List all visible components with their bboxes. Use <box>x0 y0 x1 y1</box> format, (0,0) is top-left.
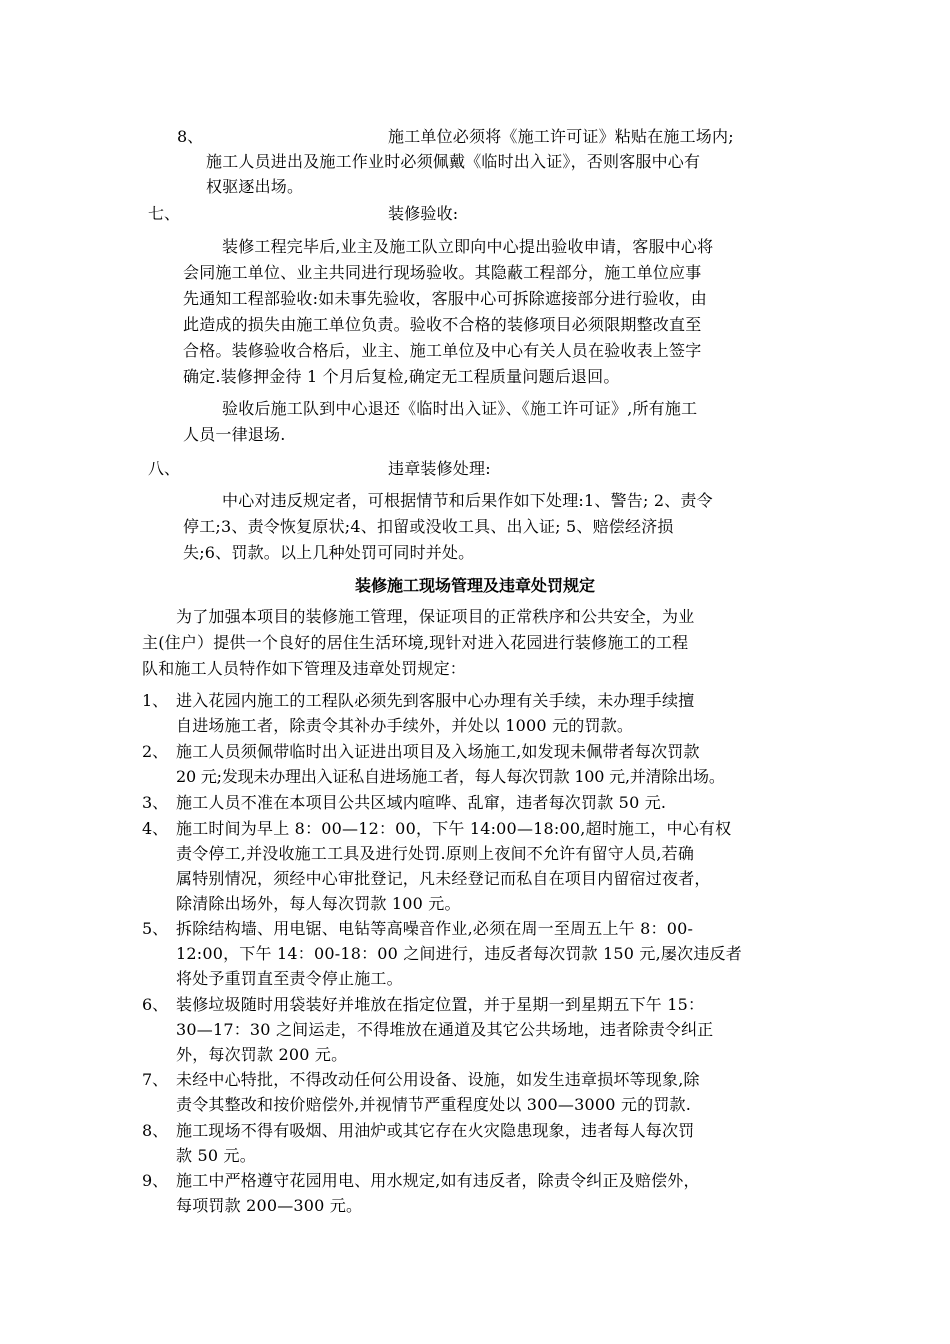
item-number: 9、 <box>142 1171 169 1190</box>
text-line: 会同施工单位、业主共同进行现场验收。其隐蔽工程部分，施工单位应事 <box>183 263 702 282</box>
item-number: 8、 <box>142 1121 169 1140</box>
text-line: 装修垃圾随时用袋装好并堆放在指定位置，并于星期一到星期五下午 15： <box>176 995 705 1014</box>
text-line: 进入花园内施工的工程队必须先到客服中心办理有关手续，未办理手续擅 <box>176 691 695 710</box>
text-line: 装修工程完毕后,业主及施工队立即向中心提出验收申请，客服中心将 <box>222 237 714 256</box>
text-line: 验收后施工队到中心退还《临时出入证》、《施工许可证》,所有施工 <box>222 399 698 418</box>
text-line: 先通知工程部验收:如未事先验收，客服中心可拆除遮接部分进行验收，由 <box>183 289 707 308</box>
text-line: 停工;3、责令恢复原状;4、扣留或没收工具、出入证; 5、赔偿经济损 <box>183 517 674 536</box>
text-line: 12:00，下午 14：00-18：00 之间进行，违反者每次罚款 150 元,屡次违反者 <box>176 944 742 963</box>
text-line: 施工时间为早上 8：00—12：00，下午 14:00—18:00,超时施工，中心有权 <box>176 819 732 838</box>
text-line: 外，每次罚款 200 元。 <box>176 1045 348 1064</box>
document-title: 装修施工现场管理及违章处罚规定 <box>354 576 595 595</box>
text-line: 30—17：30 之间运走，不得堆放在通道及其它公共场地，违者除责令纠正 <box>176 1020 714 1039</box>
text-line: 施工人员进出及施工作业时必须佩戴《临时出入证》，否则客服中心有 <box>206 152 701 171</box>
text-line: 失;6、罚款。以上几种处罚可同时并处。 <box>183 543 475 562</box>
text-line: 属特别情况，须经中心审批登记，凡未经登记而私自在项目内留宿过夜者， <box>176 869 711 888</box>
text-line: 施工中严格遵守花园用电、用水规定,如有违反者，除责令纠正及赔偿外， <box>176 1171 700 1190</box>
item-number: 7、 <box>142 1070 169 1089</box>
text-line: 队和施工人员特作如下管理及违章处罚规定： <box>142 659 467 678</box>
text-line: 施工现场不得有吸烟、用油炉或其它存在火灾隐患现象，违者每人每次罚 <box>176 1121 695 1140</box>
text-line: 权驱逐出场。 <box>206 177 304 196</box>
text-line: 20 元;发现未办理出入证私自进场施工者，每人每次罚款 100 元,并清除出场。 <box>176 767 725 786</box>
text-line: 自进场施工者，除责令其补办手续外，并处以 1000 元的罚款。 <box>176 716 634 735</box>
text-line: 责令停工,并没收施工工具及进行处罚.原则上夜间不允许有留守人员,若确 <box>176 844 695 863</box>
text-line: 人员一律退场. <box>183 425 286 444</box>
text-line: 除清除出场外，每人每次罚款 100 元。 <box>176 894 461 913</box>
text-line: 拆除结构墙、用电锯、电钻等高噪音作业,必须在周一至周五上午 8：00- <box>176 919 694 938</box>
item-number: 8、 <box>177 127 204 146</box>
text-line: 合格。装修验收合格后，业主、施工单位及中心有关人员在验收表上签字 <box>183 341 702 360</box>
item-number: 3、 <box>142 793 169 812</box>
item-number: 6、 <box>142 995 169 1014</box>
text-line: 施工人员不准在本项目公共区域内喧哗、乱窜，违者每次罚款 50 元. <box>176 793 667 812</box>
text-line: 确定.装修押金待 1 个月后复检,确定无工程质量问题后退回。 <box>183 367 620 386</box>
item-number: 2、 <box>142 742 169 761</box>
text-line: 此造成的损失由施工单位负责。验收不合格的装修项目必须限期整改直至 <box>183 315 702 334</box>
text-line: 款 50 元。 <box>176 1146 256 1165</box>
text-line: 每项罚款 200—300 元。 <box>176 1196 363 1215</box>
item-number: 4、 <box>142 819 169 838</box>
section-number: 七、 <box>148 204 181 223</box>
text-line: 施工单位必须将《施工许可证》粘贴在施工场内; <box>388 127 734 146</box>
text-line: 为了加强本项目的装修施工管理，保证项目的正常秩序和公共安全，为业 <box>176 607 695 626</box>
section-number: 八、 <box>148 459 181 478</box>
text-line: 施工人员须佩带临时出入证进出项目及入场施工,如发现未佩带者每次罚款 <box>176 742 700 761</box>
text-line: 中心对违反规定者，可根据情节和后果作如下处理:1、警告; 2、责令 <box>222 491 713 510</box>
section-heading: 违章装修处理: <box>388 459 491 478</box>
text-line: 将处予重罚直至责令停止施工。 <box>176 969 403 988</box>
item-number: 5、 <box>142 919 169 938</box>
section-heading: 装修验收: <box>388 204 459 223</box>
item-number: 1、 <box>142 691 169 710</box>
text-line: 责令其整改和按价赔偿外,并视情节严重程度处以 300—3000 元的罚款. <box>176 1095 692 1114</box>
text-line: 未经中心特批，不得改动任何公用设备、设施，如发生违章损坏等现象,除 <box>176 1070 700 1089</box>
text-line: 主(住户）提供一个良好的居住生活环境,现针对进入花园进行装修施工的工程 <box>142 633 689 652</box>
